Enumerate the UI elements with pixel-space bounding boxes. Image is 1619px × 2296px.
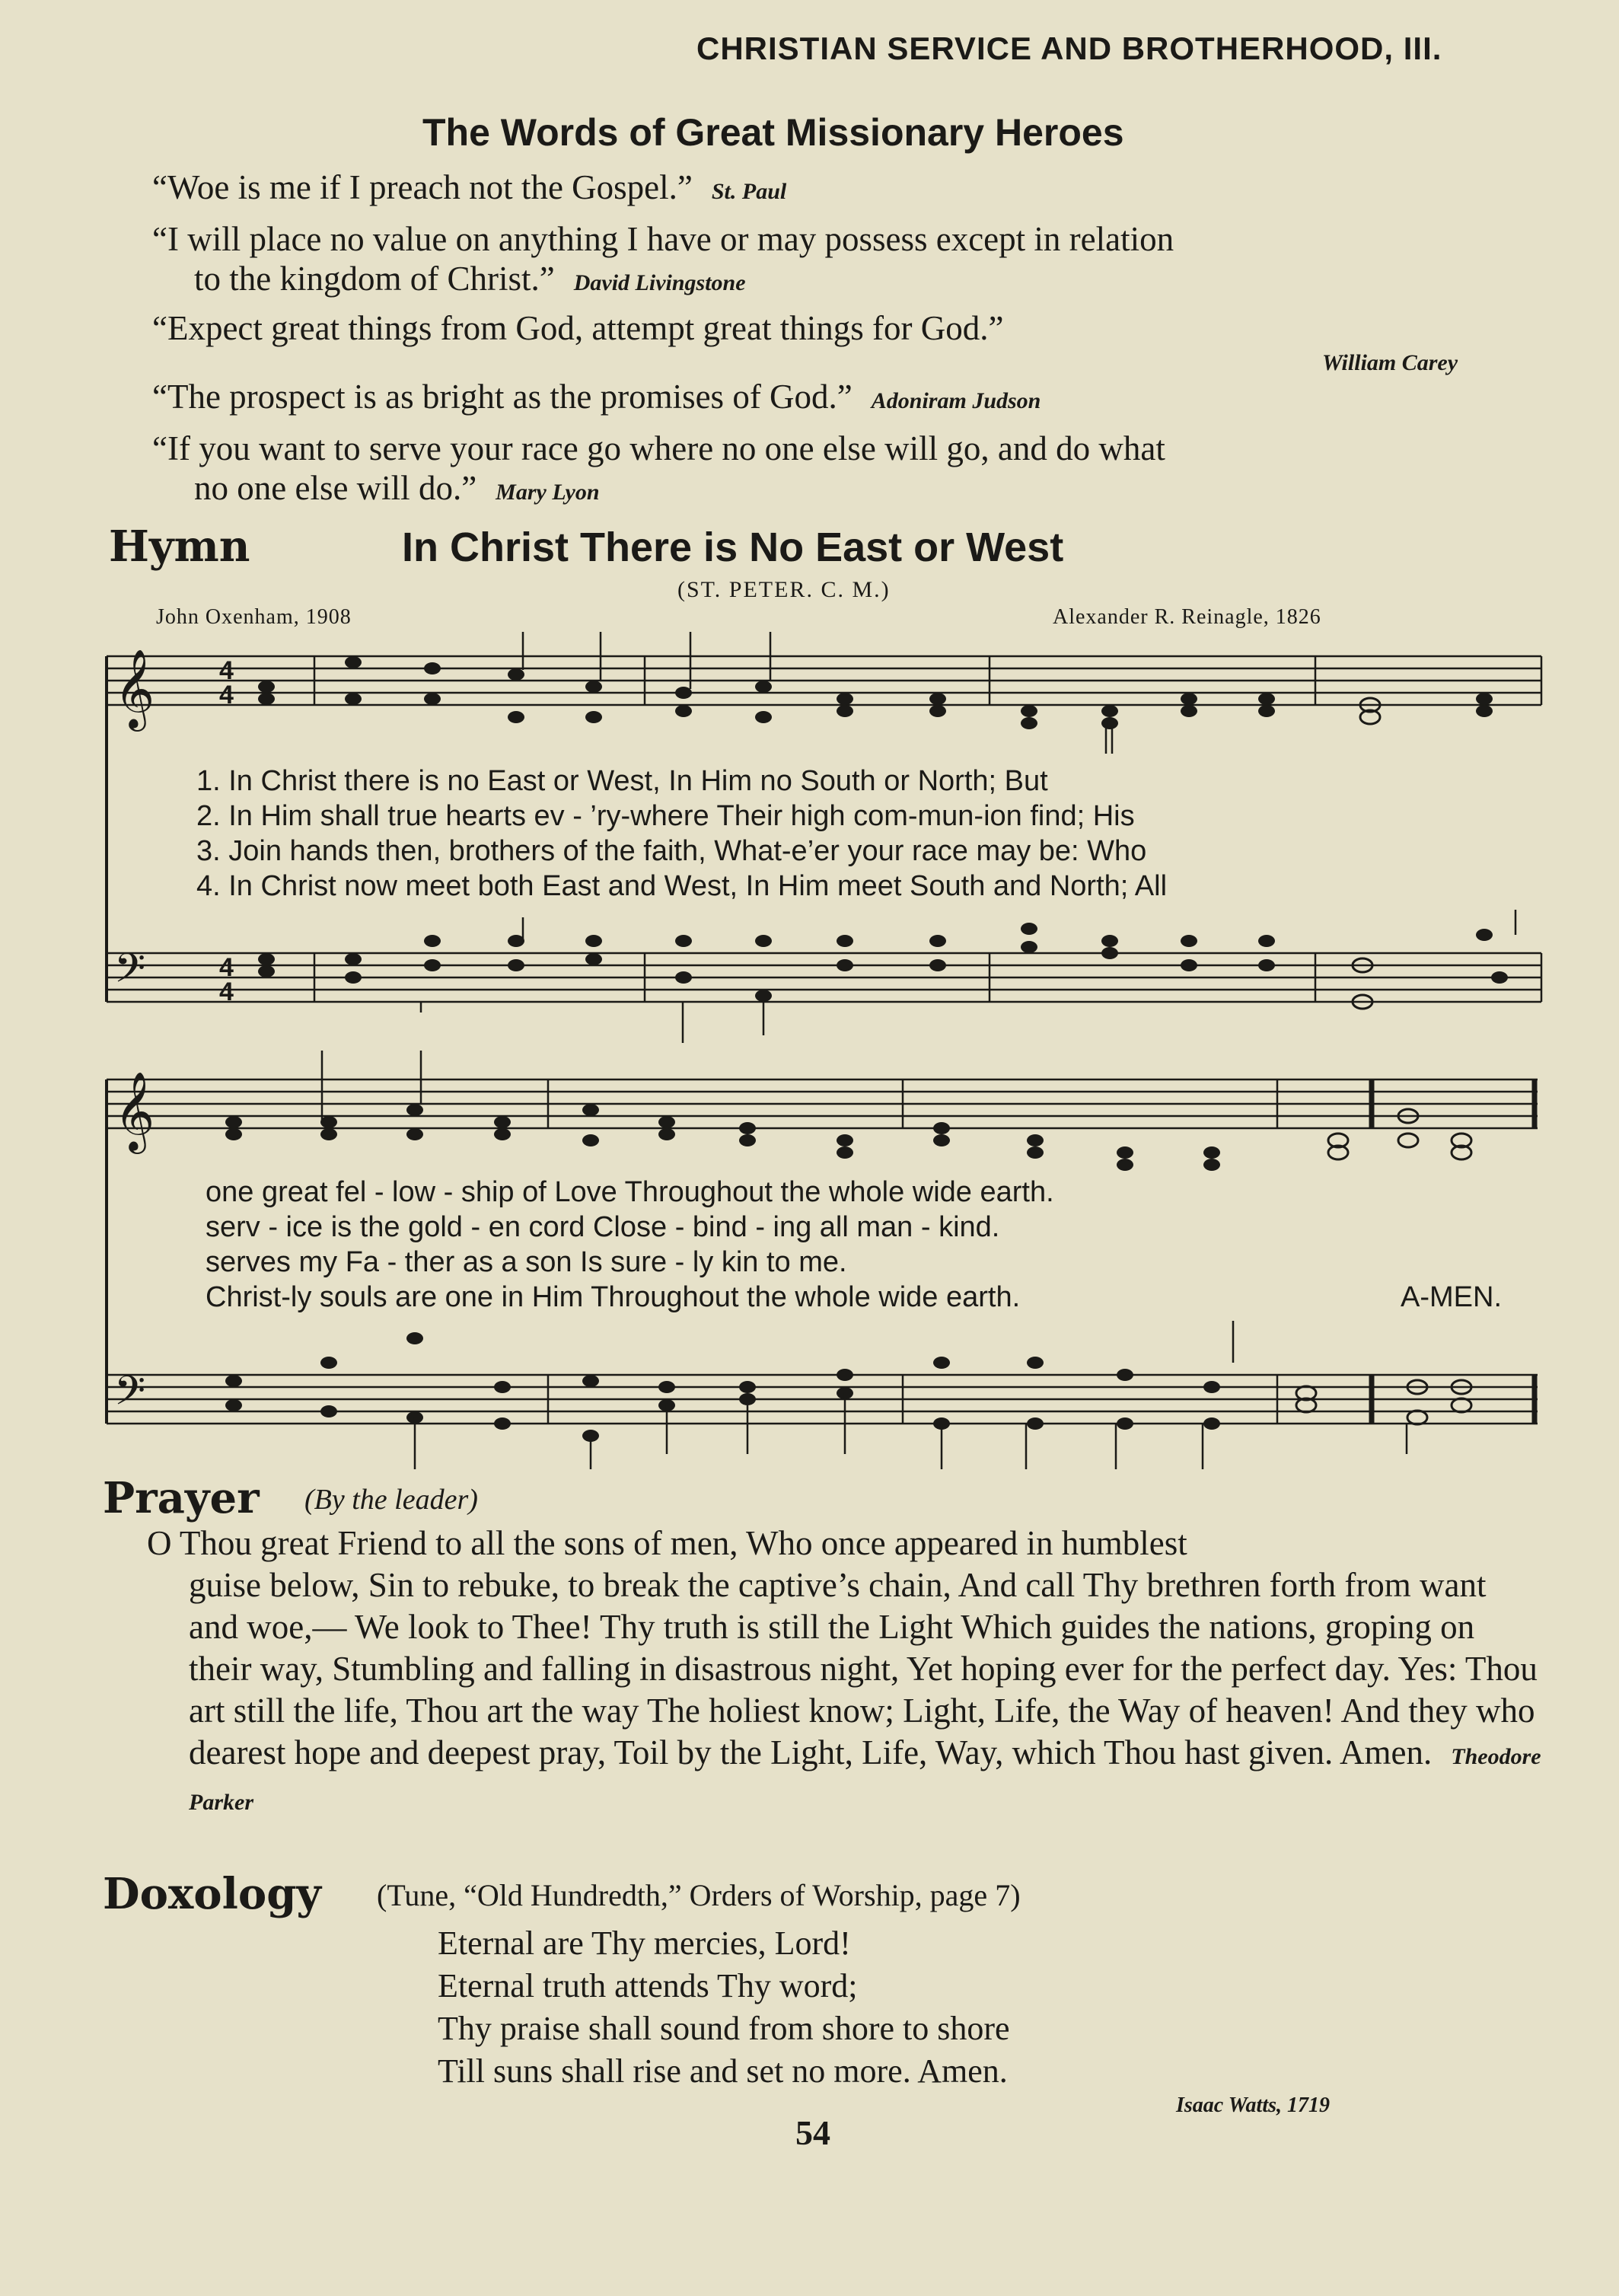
prayer-note: (By the leader) <box>304 1484 478 1516</box>
svg-text:4: 4 <box>219 681 234 710</box>
svg-text:4: 4 <box>219 953 234 982</box>
verse-2-line-1: 2. In Him shall true hearts ev - ’ry-where Their high com-mun-ion find; His <box>196 800 1135 832</box>
doxology-verse <box>438 1922 1010 2093</box>
quote-author: Adoniram Judson <box>871 388 1041 413</box>
quote-text: “Woe is me if I preach not the Gospel.” <box>152 168 693 206</box>
bass-clef-icon: 𝄢 <box>114 946 146 1002</box>
verse-4-line-2: Christ-ly souls are one in Him Throughout the whole wide earth. <box>206 1281 1021 1313</box>
doxology-line: Eternal are Thy mercies, Lord! <box>438 1924 851 1962</box>
verse-2-line-2: serv - ice is the gold - en cord Close - bind - ing all man - kind. <box>206 1211 1000 1243</box>
svg-text:4: 4 <box>219 656 234 685</box>
section-title: The Words of Great Missionary Heroes <box>422 111 1124 154</box>
verse-3-line-1: 3. Join hands then, brothers of the faith, What-e’er your race may be: Who <box>196 835 1147 867</box>
page-number: 54 <box>795 2113 830 2152</box>
quote-text: “Expect great things from God, attempt great things for God.” <box>152 309 1004 347</box>
bass-clef-icon: 𝄢 <box>114 1368 146 1424</box>
running-head: CHRISTIAN SERVICE AND BROTHERHOOD, III. <box>696 30 1442 66</box>
prayer-body <box>147 1523 1544 1823</box>
quote-text: “The prospect is as bright as the promises of God.” <box>152 378 853 416</box>
prayer-label: Prayer <box>103 1473 260 1523</box>
hymn-words-credit: John Oxenham, 1908 <box>156 605 352 629</box>
doxology-label: Doxology <box>103 1869 321 1919</box>
prayer-first-line: O Thou great Friend to all the sons of men, Who once appeared in humblest <box>147 1524 1187 1562</box>
quote-text: “If you want to serve your race go where no one else will go, and do what <box>152 429 1165 467</box>
quote-author: Mary Lyon <box>496 480 600 505</box>
doxology-line: Thy praise shall sound from shore to shore <box>438 2010 1010 2047</box>
prayer-author: Theodore Parker <box>189 1744 1541 1815</box>
doxology-note: (Tune, “Old Hundredth,” Orders of Worship, page 7) <box>377 1878 1021 1912</box>
doxology-line: Till suns shall rise and set no more. Amen. <box>438 2052 1008 2090</box>
hymn-tune: (ST. PETER. C. M.) <box>677 577 891 602</box>
quote-text-cont: to the kingdom of Christ.” <box>194 260 555 298</box>
amen-text: A-MEN. <box>1401 1281 1502 1313</box>
half-notes <box>1296 698 1471 1424</box>
verse-4-line-1: 4. In Christ now meet both East and West, In Him meet South and North; All <box>196 870 1168 902</box>
doxology-author: Isaac Watts, 1719 <box>1176 2094 1330 2117</box>
verse-1-line-1: 1. In Christ there is no East or West, In Him no South or North; But <box>196 765 1048 797</box>
final-barlines <box>1372 1079 1535 1424</box>
stems <box>322 632 1515 1469</box>
hymn-music-credit: Alexander R. Reinagle, 1826 <box>1053 605 1321 629</box>
doxology-line: Eternal truth attends Thy word; <box>438 1967 858 2004</box>
svg-text:4: 4 <box>219 977 234 1006</box>
verse-3-line-2: serves my Fa - ther as a son Is sure - ly kin to me. <box>206 1246 847 1278</box>
hymn-label: Hymn <box>109 521 250 572</box>
quote-author-carey: William Carey <box>1322 350 1458 375</box>
treble-clef-icon: 𝄞 <box>114 1071 155 1151</box>
quote-text-cont: no one else will do.” <box>194 469 477 507</box>
quote-author: David Livingstone <box>573 270 746 295</box>
quote-author: St. Paul <box>711 179 787 204</box>
treble-clef-icon: 𝄞 <box>114 649 155 729</box>
verse-1-line-2: one great fel - low - ship of Love Throughout the whole wide earth. <box>206 1176 1054 1208</box>
prayer-rest: guise below, Sin to rebuke, to break the captive’s chain, And call Thy brethren forth from want and woe,— We look to Thee! Thy truth is still the Light Which guides the nations, groping on their way, Stumbling and falling in disastrous night, Yet hoping ever for the perfect day. Yes: Thou art still the life, Thou art the way The holiest know; Light, Life, the Way of heaven! And they who dearest hope and deepest pray, Toil by the Light, Life, Way, which Thou hast given. Amen. <box>189 1566 1538 1771</box>
quote-text: “I will place no value on anything I have or may possess except in relation <box>152 220 1174 258</box>
hymn-title: In Christ There is No East or West <box>402 525 1064 570</box>
